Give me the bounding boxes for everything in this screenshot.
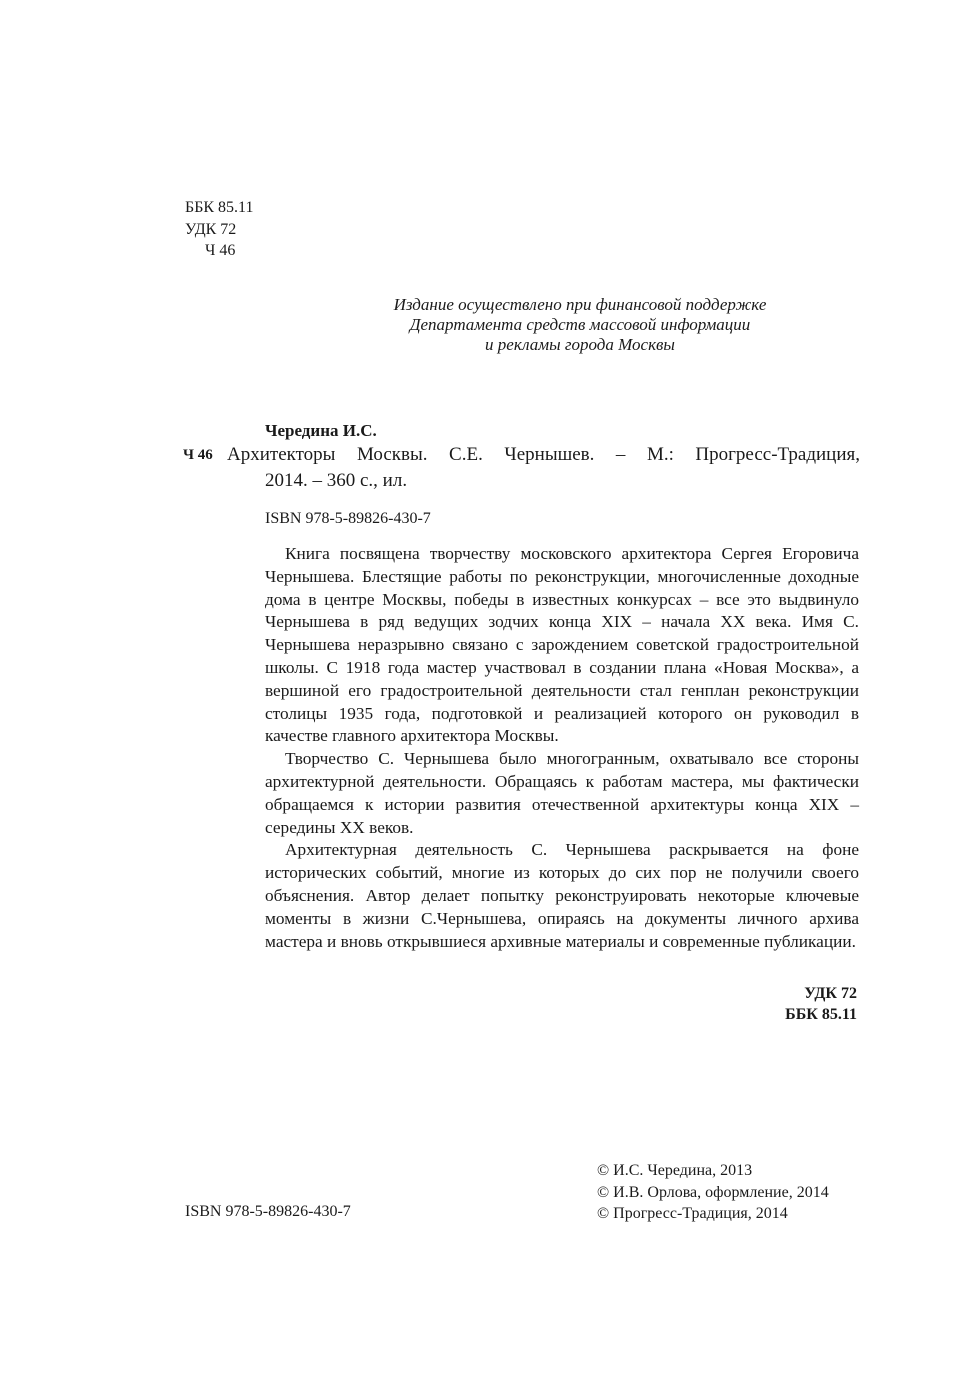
bbk-code: ББК 85.11 <box>185 199 254 216</box>
copyright-line: © Прогресс-Традиция, 2014 <box>597 1205 788 1222</box>
annotation-paragraph: Творчество С. Чернышева было многогранным, охватывало все стороны архитектурной деятельности. Обращаясь к работам мастера, мы фактически обращаемся к истории развития отечественной архитектуры конца XIX – середины XX веков. <box>265 749 859 837</box>
isbn-bottom: ISBN 978-5-89826-430-7 <box>185 1203 351 1220</box>
annotation-paragraph: Книга посвящена творчеству московского архитектора Сергея Егоровича Чернышева. Блестящие работы по реконструкции, многочисленные доходные дома в центре Москвы, победы в известных конкурсах – все это выдвинуло Чернышева в ряд ведущих зодчих конца XIX – начала XX века. Имя С. Чернышева неразрывно связано с зарождением советской градостроительной школы. С 1918 года мастер участвовал в создании плана «Новая Москва», а вершиной его градостроительной деятельности стал генплан реконструкции столицы 1935 года, подготовкой и реализацией которого он руководил в качестве главного архитектора Москвы. <box>265 544 859 746</box>
bibliographic-description <box>227 442 860 494</box>
isbn-text: ISBN 978-5-89826-430-7 <box>265 510 431 527</box>
udk-code: УДК 72 <box>185 220 237 238</box>
funding-note-line: Департамента средств массовой информации <box>409 315 751 334</box>
author-mark: Ч 46 <box>183 447 213 463</box>
funding-note-line: и рекламы города Москвы <box>485 335 675 354</box>
bbk-classification: ББК 85.11 <box>785 1006 857 1023</box>
copyright-line: © И.В. Орлова, оформление, 2014 <box>597 1183 829 1201</box>
library-codes <box>185 197 253 262</box>
funding-note <box>300 295 860 355</box>
annotation-paragraph: Архитектурная деятельность С. Чернышева раскрывается на фоне исторических событий, многие из которых до сих пор не получили своего объяснения. Автор делает попытку реконструировать некоторые ключевые моменты в жизни С.Чернышева, опираясь на документы личного архива мастера и вновь открывшиеся архивные материалы и современные публикации. <box>265 840 859 951</box>
classification-codes <box>785 983 857 1025</box>
copyright-line: © И.С. Чередина, 2013 <box>597 1162 753 1179</box>
bibliographic-imprint-line: 2014. – 360 с., ил. <box>265 470 408 491</box>
udk-classification: УДК 72 <box>804 985 857 1002</box>
annotation <box>265 543 859 953</box>
bibliographic-title-line: Архитекторы Москвы. С.Е. Чернышев. – М.: Прогресс-Традиция, <box>227 444 860 465</box>
funding-note-line: Издание осуществлено при финансовой поддержке <box>393 295 767 314</box>
copyright-block <box>597 1160 829 1225</box>
author-name: Чередина И.С. <box>265 421 377 440</box>
author-mark-code: Ч 46 <box>205 242 236 259</box>
